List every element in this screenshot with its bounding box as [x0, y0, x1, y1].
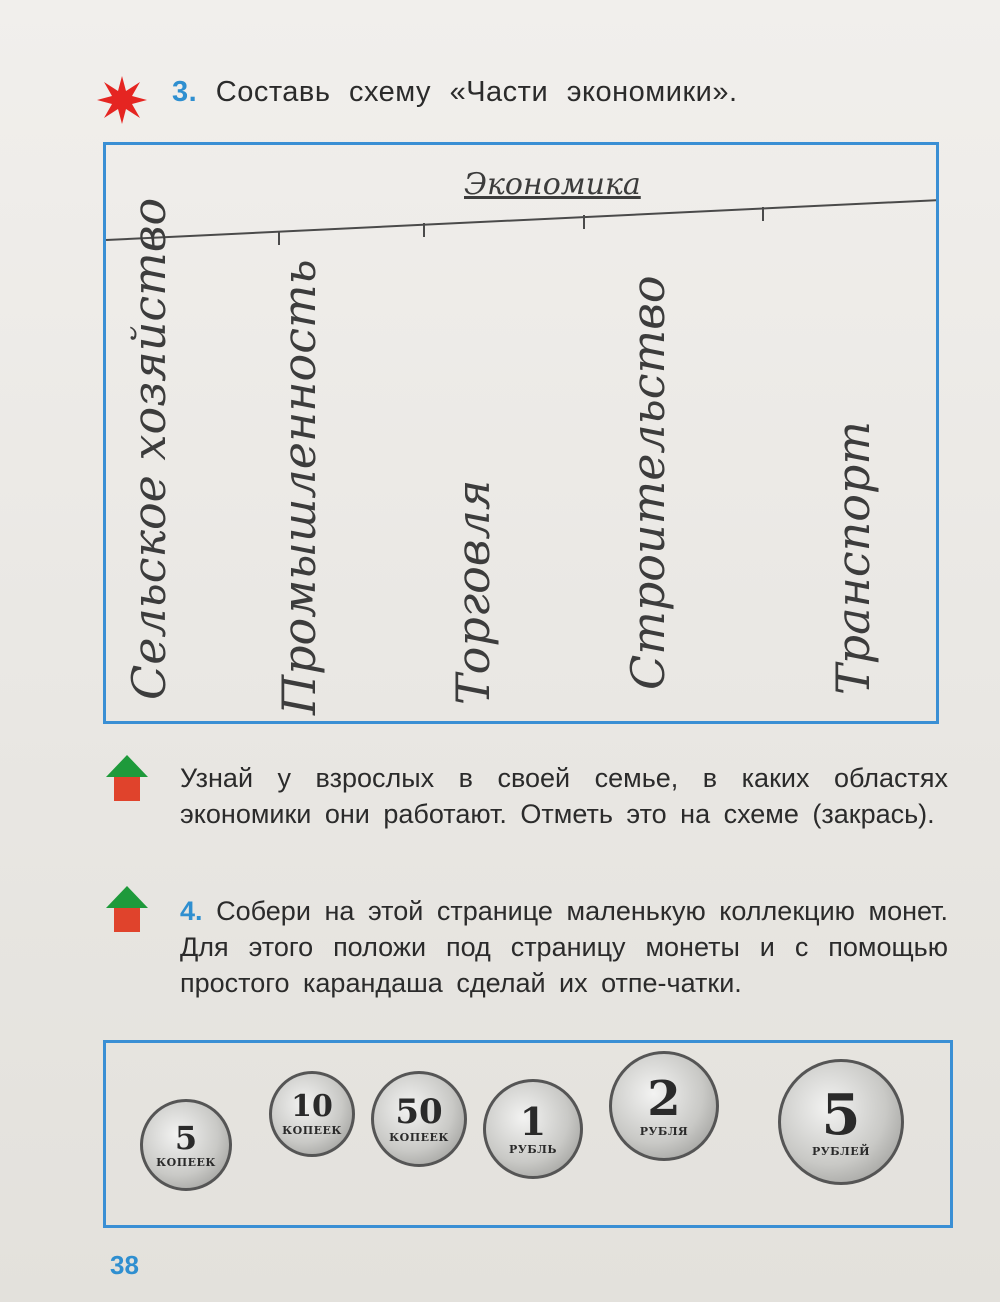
coin-2-rubles: 2 РУБЛЯ	[609, 1051, 719, 1161]
branch-transport: Транспорт	[826, 420, 880, 695]
coin-5-kopeks: 5 КОПЕЕК	[140, 1099, 232, 1191]
scheme-title: Экономика	[464, 167, 641, 202]
home-task-text: Узнай у взрослых в своей семье, в каких областях экономики они работают. Отметь это на схеме (закрась).	[180, 763, 948, 829]
coin-10-kopeks: 10 КОПЕЕК	[269, 1071, 355, 1157]
coin-50-kopeks: 50 КОПЕЕК	[371, 1071, 467, 1167]
coin-1-ruble: 1 РУБЛЬ	[483, 1079, 583, 1179]
branch-industry: Промышленность	[272, 259, 326, 715]
coins-box	[103, 1040, 953, 1228]
task-number: 3.	[172, 76, 198, 108]
task-4-text	[180, 893, 948, 1001]
task-text: Собери на этой странице маленькую коллекцию монет. Для этого положи под страницу монеты и с помощью простого карандаша сделай их отпе-чатки.	[180, 896, 948, 998]
branch-trade: Торговля	[446, 479, 500, 705]
task-text: Составь схему «Части экономики».	[215, 76, 738, 108]
home-task-icon	[104, 753, 150, 803]
scheme-lines	[106, 145, 936, 721]
branch-construction: Строительство	[621, 275, 675, 690]
task-number: 4.	[180, 896, 203, 926]
branch-agriculture: Сельское хозяйство	[122, 197, 176, 700]
page-number: 38	[110, 1250, 139, 1280]
home-task-icon	[104, 884, 150, 934]
star-icon	[96, 74, 148, 126]
scheme-box	[103, 142, 939, 724]
coin-5-rubles: 5 РУБЛЕЙ	[778, 1059, 904, 1185]
task-3-heading	[172, 76, 738, 109]
